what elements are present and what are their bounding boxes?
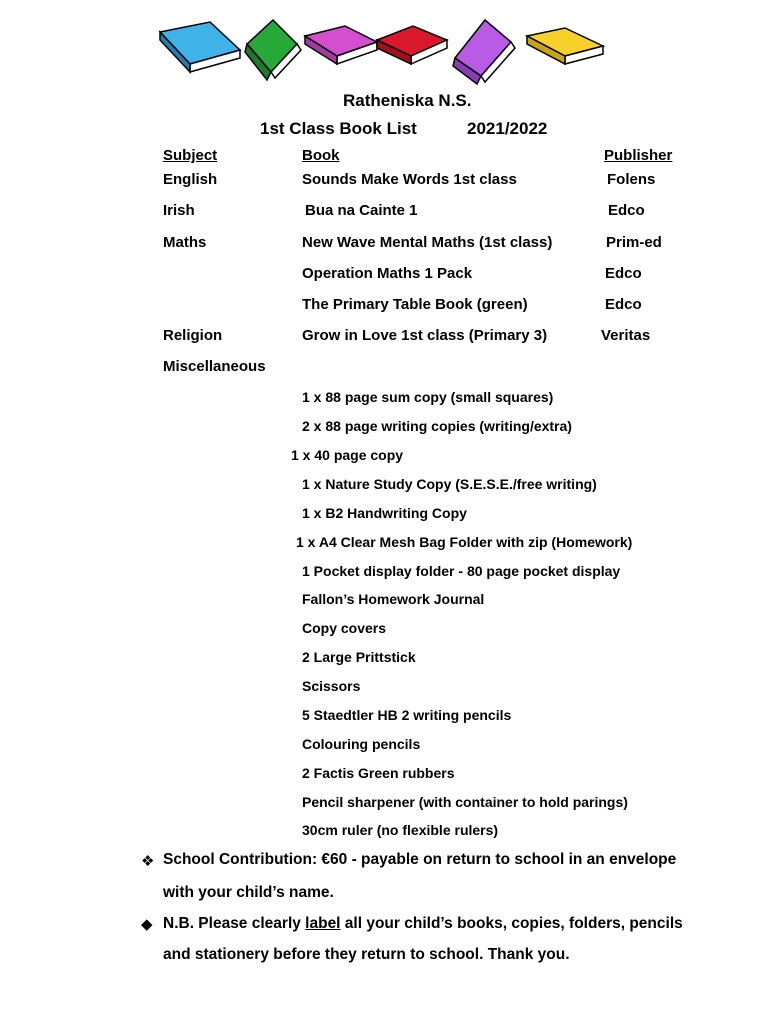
school-year: 2021/2022	[467, 119, 548, 138]
misc-item: 2 Large Prittstick	[302, 649, 416, 665]
label-note-line2: and stationery before they return to school. Thank you.	[163, 946, 570, 963]
diamond-star-bullet-icon: ❖	[141, 853, 155, 870]
row-publisher: Edco	[608, 202, 645, 219]
row-book: The Primary Table Book (green)	[302, 296, 528, 313]
misc-item: Pencil sharpener (with container to hold parings)	[302, 794, 628, 810]
misc-item: 1 x 88 page sum copy (small squares)	[302, 389, 554, 405]
row-publisher: Veritas	[601, 327, 651, 344]
misc-item: 1 Pocket display folder - 80 page pocket display	[302, 563, 621, 579]
column-header-book: Book	[302, 147, 340, 164]
label-note-emphasis: label	[305, 915, 341, 932]
column-header-publisher: Publisher	[604, 147, 673, 164]
contribution-note-line1: School Contribution: €60 - payable on return to school in an envelope	[163, 851, 677, 868]
label-note-prefix: N.B. Please clearly	[163, 915, 306, 932]
purple-book-icon	[453, 20, 515, 84]
list-title: 1st Class Book List	[260, 119, 417, 138]
row-subject: English	[163, 171, 218, 188]
row-book: Grow in Love 1st class (Primary 3)	[302, 327, 548, 344]
row-subject: Religion	[163, 327, 223, 344]
misc-item: Copy covers	[302, 620, 387, 636]
books-banner-illustration	[155, 14, 615, 94]
row-book: New Wave Mental Maths (1st class)	[302, 234, 553, 251]
misc-item: 1 x A4 Clear Mesh Bag Folder with zip (Homework)	[296, 534, 633, 550]
label-note-line1	[163, 915, 683, 933]
magenta-book-icon	[305, 26, 377, 64]
misc-item: Fallon’s Homework Journal	[302, 591, 485, 607]
row-subject: Maths	[163, 234, 207, 251]
diamond-bullet-icon: ◆	[141, 916, 153, 933]
row-publisher: Edco	[605, 265, 642, 282]
row-book: Sounds Make Words 1st class	[302, 171, 517, 188]
misc-item: 1 x 40 page copy	[291, 447, 404, 463]
row-publisher: Folens	[607, 171, 656, 188]
row-subject: Irish	[163, 202, 195, 219]
red-book-icon	[377, 26, 447, 64]
misc-item: 1 x Nature Study Copy (S.E.S.E./free writing)	[302, 476, 597, 492]
misc-label: Miscellaneous	[163, 358, 266, 375]
school-name: Ratheniska N.S.	[343, 91, 472, 110]
misc-item: Colouring pencils	[302, 736, 421, 752]
row-publisher: Edco	[605, 296, 642, 313]
green-book-icon	[245, 20, 301, 80]
misc-item: 1 x B2 Handwriting Copy	[302, 505, 467, 521]
blue-book-icon	[160, 22, 240, 72]
misc-item: 2 Factis Green rubbers	[302, 765, 455, 781]
misc-item: Scissors	[302, 678, 361, 694]
row-book: Bua na Cainte 1	[305, 202, 418, 219]
label-note-suffix: all your child’s books, copies, folders, pencils	[340, 915, 683, 932]
row-book: Operation Maths 1 Pack	[302, 265, 473, 282]
row-publisher: Prim-ed	[606, 234, 662, 251]
misc-item: 2 x 88 page writing copies (writing/extra)	[302, 418, 572, 434]
column-header-subject: Subject	[163, 147, 218, 164]
misc-item: 30cm ruler (no flexible rulers)	[302, 822, 499, 838]
contribution-note-line2: with your child’s name.	[163, 884, 334, 901]
yellow-book-icon	[527, 28, 603, 64]
misc-item: 5 Staedtler HB 2 writing pencils	[302, 707, 512, 723]
